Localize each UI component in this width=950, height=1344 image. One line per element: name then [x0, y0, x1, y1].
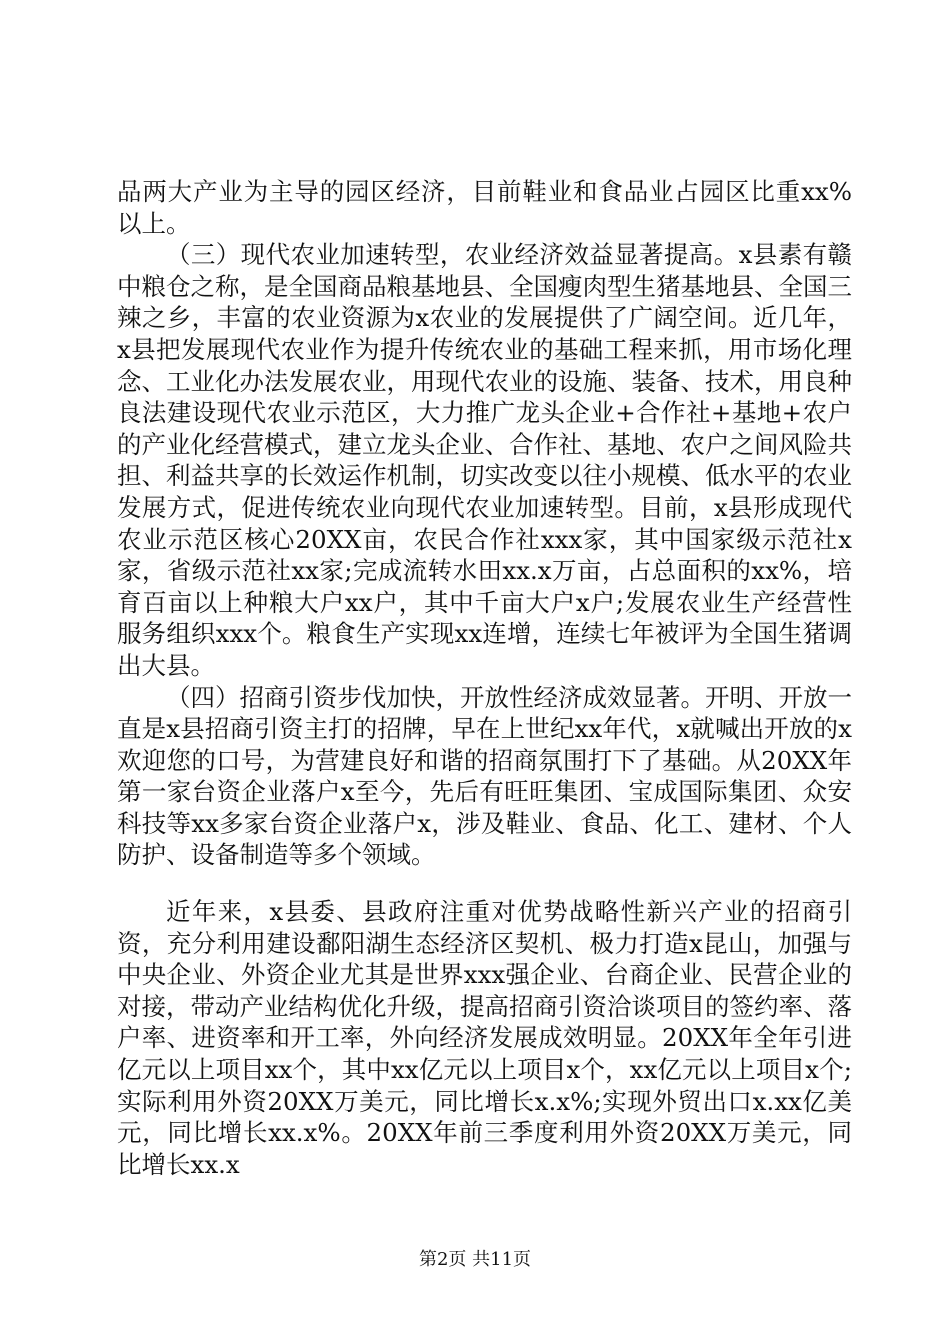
paragraph-investment-attraction: （四）招商引资步伐加快，开放性经济成效显著。开明、开放一直是x县招商引资主打的招牌，早在上世纪xx年代，x就喊出开放的x欢迎您的口号，为营建良好和谐的招商氛围打下了基础。从20XX年第一家台资企业落户x至今，先后有旺旺集团、宝成国际集团、众安科技等xx多家台资企业落户x，涉及鞋业、食品、化工、建材、个人防护、设备制造等多个领域。 — [117, 682, 852, 870]
document-body-bottom — [117, 896, 852, 1180]
paragraph-recent-years: 近年来，x县委、县政府注重对优势战略性新兴产业的招商引资，充分利用建设鄱阳湖生态经济区契机、极力打造x昆山，加强与中央企业、外资企业尤其是世界xxx强企业、台商企业、民营企业的对接，带动产业结构优化升级，提高招商引资洽谈项目的签约率、落户率、进资率和开工率，外向经济发展成效明显。20XX年全年引进亿元以上项目xx个，其中xx亿元以上项目x个，xx亿元以上项目x个;实际利用外资20XX万美元，同比增长x.x%;实现外贸出口x.xx亿美元，同比增长xx.x%。20XX年前三季度利用外资20XX万美元，同比增长xx.x — [117, 897, 852, 1179]
paragraph-modern-agriculture: （三）现代农业加速转型，农业经济效益显著提高。x县素有赣中粮仓之称，是全国商品粮基地县、全国瘦肉型生猪基地县、全国三辣之乡，丰富的农业资源为x农业的发展提供了广阔空间。近几年，x县把发展现代农业作为提升传统农业的基础工程来抓，用市场化理念、工业化办法发展农业，用现代农业的设施、装备、技术，用良种良法建设现代农业示范区，大力推广龙头企业+合作社+基地+农户的产业化经营模式，建立龙头企业、合作社、基地、农户之间风险共担、利益共享的长效运作机制，切实改变以往小规模、低水平的农业发展方式，促进传统农业向现代农业加速转型。目前，x县形成现代农业示范区核心20XX亩，农民合作社xxx家，其中国家级示范社x家，省级示范社xx家;完成流转水田xx.x万亩，占总面积的xx%，培育百亩以上种粮大户xx户，其中千亩大户x户;发展农业生产经营性服务组织xxx个。粮食生产实现xx连增，连续七年被评为全国生猪调出大县。 — [117, 240, 852, 680]
document-body-top — [117, 176, 852, 871]
page-footer: 第2页 共11页 — [418, 1249, 532, 1270]
paragraph-continuation: 品两大产业为主导的园区经济，目前鞋业和食品业占园区比重xx%以上。 — [117, 177, 852, 238]
